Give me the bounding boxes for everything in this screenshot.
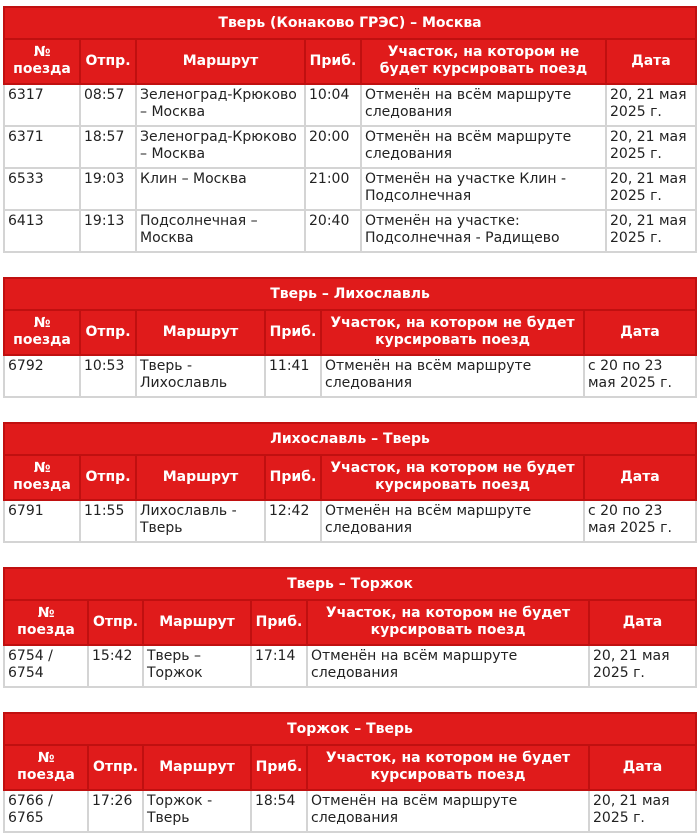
cell-date: 20, 21 мая 2025 г.	[606, 210, 696, 252]
col-header-arr: Приб.	[305, 39, 361, 84]
col-header-arr: Приб.	[251, 600, 307, 645]
col-header-route: Маршрут	[143, 600, 251, 645]
cell-section: Отменён на участке: Подсолнечная - Радищево	[361, 210, 606, 252]
cell-arr: 11:41	[265, 355, 321, 397]
cell-arr: 20:00	[305, 126, 361, 168]
schedule-table-tver-konakovo-moskva	[3, 6, 697, 253]
col-header-date: Дата	[584, 310, 696, 355]
cell-arr: 18:54	[251, 790, 307, 832]
cell-route: Лихославль - Тверь	[136, 500, 265, 542]
cell-date: 20, 21 мая 2025 г.	[589, 790, 696, 832]
table-title: Лихославль – Тверь	[4, 423, 696, 455]
table-title: Тверь – Торжок	[4, 568, 696, 600]
col-header-section: Участок, на котором не будет курсировать поезд	[321, 310, 584, 355]
col-header-section: Участок, на котором не будет курсировать поезд	[361, 39, 606, 84]
cell-dep: 10:53	[80, 355, 136, 397]
cell-dep: 18:57	[80, 126, 136, 168]
cell-date: 20, 21 мая 2025 г.	[606, 84, 696, 126]
col-header-route: Маршрут	[136, 39, 305, 84]
cell-route: Зеленоград-Крюково – Москва	[136, 126, 305, 168]
schedule-table-likhoslavl-tver	[3, 422, 697, 543]
cell-section: Отменён на участке Клин - Подсолнечная	[361, 168, 606, 210]
cell-arr: 12:42	[265, 500, 321, 542]
cell-dep: 17:26	[88, 790, 143, 832]
cell-arr: 17:14	[251, 645, 307, 687]
col-header-arr: Приб.	[265, 310, 321, 355]
cell-train: 6792	[4, 355, 80, 397]
cell-route: Подсолнечная – Москва	[136, 210, 305, 252]
cell-section: Отменён на всём маршруте следования	[307, 645, 589, 687]
col-header-route: Маршрут	[136, 310, 265, 355]
cell-route: Зеленоград-Крюково – Москва	[136, 84, 305, 126]
col-header-dep: Отпр.	[80, 455, 136, 500]
cell-route: Клин – Москва	[136, 168, 305, 210]
col-header-date: Дата	[584, 455, 696, 500]
cell-dep: 11:55	[80, 500, 136, 542]
cell-dep: 08:57	[80, 84, 136, 126]
cell-route: Тверь - Лихославль	[136, 355, 265, 397]
cell-section: Отменён на всём маршруте следования	[361, 126, 606, 168]
cell-date: 20, 21 мая 2025 г.	[589, 645, 696, 687]
schedule-table-torzhok-tver	[3, 712, 697, 833]
cell-dep: 19:03	[80, 168, 136, 210]
schedule-table-tver-torzhok	[3, 567, 697, 688]
col-header-train: № поезда	[4, 310, 80, 355]
col-header-train: № поезда	[4, 745, 88, 790]
table-title: Тверь (Конаково ГРЭС) – Москва	[4, 7, 696, 39]
col-header-date: Дата	[589, 745, 696, 790]
col-header-arr: Приб.	[251, 745, 307, 790]
col-header-train: № поезда	[4, 455, 80, 500]
col-header-arr: Приб.	[265, 455, 321, 500]
col-header-section: Участок, на котором не будет курсировать поезд	[307, 745, 589, 790]
table-title: Торжок – Тверь	[4, 713, 696, 745]
cell-section: Отменён на всём маршруте следования	[307, 790, 589, 832]
cell-dep: 19:13	[80, 210, 136, 252]
col-header-date: Дата	[589, 600, 696, 645]
cell-dep: 15:42	[88, 645, 143, 687]
table-row	[4, 126, 696, 168]
cell-date: 20, 21 мая 2025 г.	[606, 126, 696, 168]
table-title: Тверь – Лихославль	[4, 278, 696, 310]
cell-train: 6413	[4, 210, 80, 252]
table-row	[4, 210, 696, 252]
cell-section: Отменён на всём маршруте следования	[321, 500, 584, 542]
cell-date: с 20 по 23 мая 2025 г.	[584, 500, 696, 542]
cell-section: Отменён на всём маршруте следования	[361, 84, 606, 126]
cell-route: Торжок - Тверь	[143, 790, 251, 832]
cell-arr: 10:04	[305, 84, 361, 126]
cell-train: 6766 / 6765	[4, 790, 88, 832]
table-row	[4, 355, 696, 397]
col-header-section: Участок, на котором не будет курсировать поезд	[321, 455, 584, 500]
cell-section: Отменён на всём маршруте следования	[321, 355, 584, 397]
cell-date: с 20 по 23 мая 2025 г.	[584, 355, 696, 397]
col-header-train: № поезда	[4, 600, 88, 645]
table-row	[4, 790, 696, 832]
col-header-route: Маршрут	[136, 455, 265, 500]
cell-train: 6533	[4, 168, 80, 210]
table-row	[4, 84, 696, 126]
cell-date: 20, 21 мая 2025 г.	[606, 168, 696, 210]
cell-arr: 21:00	[305, 168, 361, 210]
col-header-date: Дата	[606, 39, 696, 84]
cell-train: 6791	[4, 500, 80, 542]
cell-train: 6317	[4, 84, 80, 126]
table-row	[4, 645, 696, 687]
cell-train: 6754 / 6754	[4, 645, 88, 687]
col-header-dep: Отпр.	[80, 39, 136, 84]
cell-train: 6371	[4, 126, 80, 168]
col-header-section: Участок, на котором не будет курсировать поезд	[307, 600, 589, 645]
table-row	[4, 500, 696, 542]
col-header-dep: Отпр.	[88, 745, 143, 790]
col-header-route: Маршрут	[143, 745, 251, 790]
table-row	[4, 168, 696, 210]
cell-route: Тверь – Торжок	[143, 645, 251, 687]
col-header-train: № поезда	[4, 39, 80, 84]
cell-arr: 20:40	[305, 210, 361, 252]
col-header-dep: Отпр.	[88, 600, 143, 645]
schedule-table-tver-likhoslavl	[3, 277, 697, 398]
col-header-dep: Отпр.	[80, 310, 136, 355]
